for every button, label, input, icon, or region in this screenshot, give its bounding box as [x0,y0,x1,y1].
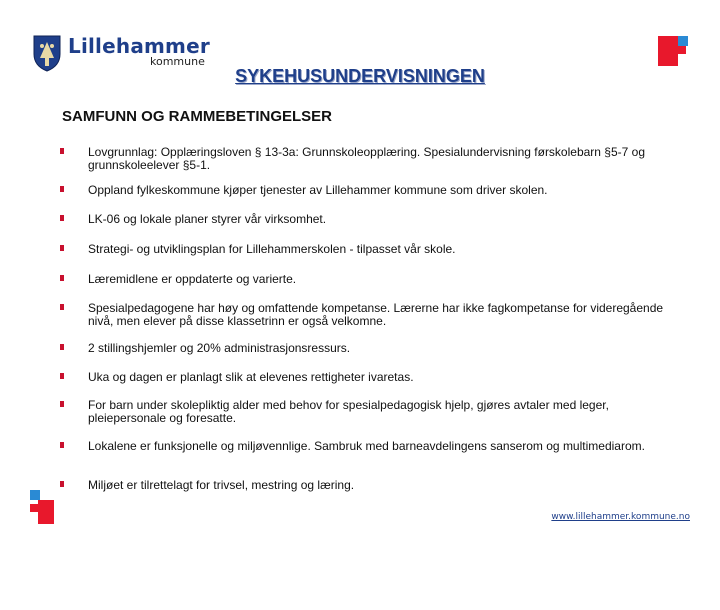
list-item-text: Oppland fylkeskommune kjøper tjenester av Lillehammer kommune som driver skolen. [88,183,548,197]
decor-blue-square [30,490,40,500]
bullet-marker-icon [60,304,64,310]
bullet-marker-icon [60,481,64,487]
section-subtitle: SAMFUNN OG RAMMEBETINGELSER [62,108,332,125]
list-item-text: Strategi- og utviklingsplan for Lillehammerskolen - tilpasset vår skole. [88,242,456,256]
list-item-text: Lovgrunnlag: Opplæringsloven § 13-3a: Grunnskoleopplæring. Spesialundervisning førskolebarn §5-7 og grunnskoleelever §5-1. [88,145,645,172]
bullet-marker-icon [60,215,64,221]
decor-red-square [658,36,678,66]
website-link[interactable]: www.lillehammer.kommune.no [551,512,690,522]
bullet-marker-icon [60,344,64,350]
decor-squares-top-right [654,32,720,152]
decor-red-square [38,500,54,524]
logo-sub: kommune [150,55,205,68]
list-item-text: For barn under skolepliktig alder med behov for spesialpedagogisk hjelp, gjøres avtaler med leger, pleiepersonale og foresatte. [88,398,609,425]
list-item-text: Uka og dagen er planlagt slik at elevenes rettigheter ivaretas. [88,370,414,384]
list-item-text: Læremidlene er oppdaterte og varierte. [88,272,297,286]
list-item-text: 2 stillingshjemler og 20% administrasjonsressurs. [88,341,351,355]
bullet-marker-icon [60,442,64,448]
list-item-text: Lokalene er funksjonelle og miljøvennlige. Sambruk med barneavdelingens sanserom og multimediarom. [88,439,645,453]
bullet-marker-icon [60,373,64,379]
bullet-marker-icon [60,275,64,281]
bullet-marker-icon [60,401,64,407]
page-title: SYKEHUSUNDERVISNINGEN [235,66,485,86]
list-item-text: Spesialpedagogene har høy og omfattende kompetanse. Lærerne har ikke fagkompetanse for videregående nivå, men elever på disse klassetrinn er også velkomne. [88,301,664,328]
list-item-text: Miljøet er tilrettelagt for trivsel, mestring og læring. [88,478,355,492]
decor-red-square-small [30,504,38,512]
logo-name: Lillehammer [68,34,210,58]
decor-squares-bottom-left [30,490,150,610]
bullet-marker-icon [60,245,64,251]
decor-blue-square [678,36,688,46]
decor-red-square-small [678,46,686,54]
bullet-marker-icon [60,186,64,192]
list-item-text: LK-06 og lokale planer styrer vår virksomhet. [88,212,327,226]
bullet-marker-icon [60,148,64,154]
